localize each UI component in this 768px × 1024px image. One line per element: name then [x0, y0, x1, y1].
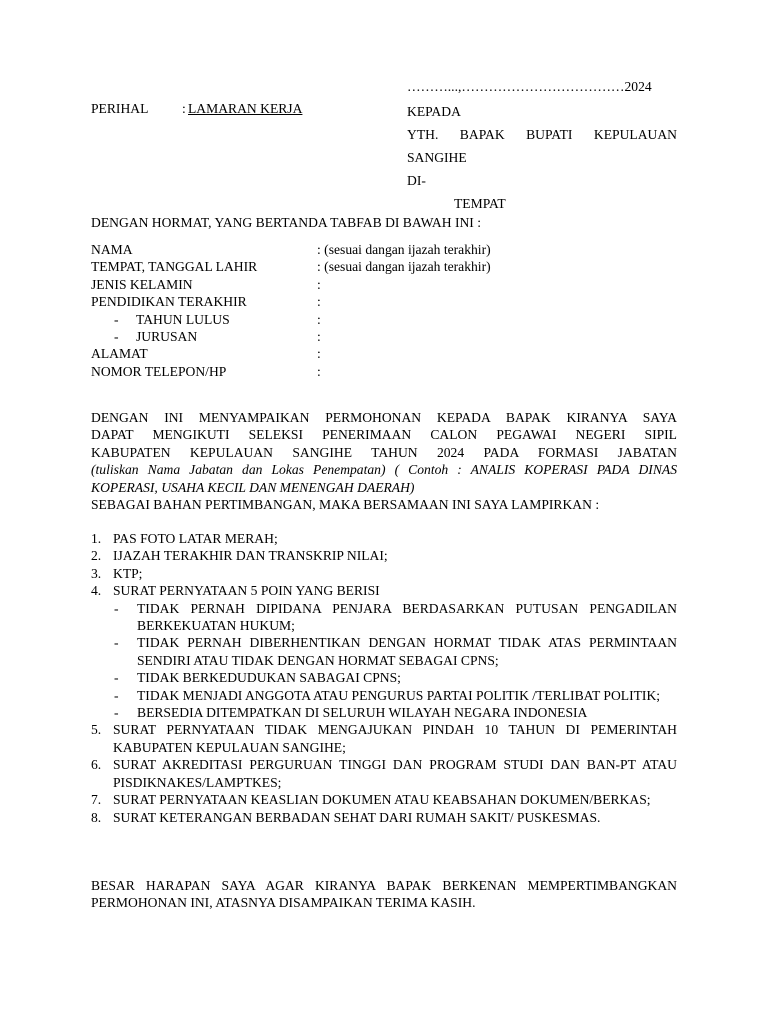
paragraph-line: DENGAN INI MENYAMPAIKAN PERMOHONAN KEPADA BAPAK KIRANYA SAYA: [91, 410, 677, 425]
dash-bullet: -: [114, 687, 119, 703]
identity-row-tahun-lulus: [91, 311, 677, 328]
list-number: 8.: [91, 809, 102, 825]
identity-row-jurusan: [91, 328, 677, 345]
list-text: SURAT PERNYATAAN KEASLIAN DOKUMEN ATAU KEABSAHAN DOKUMEN/BERKAS;: [113, 792, 651, 808]
recipient-tempat: TEMPAT: [454, 196, 506, 211]
identity-value: :: [317, 311, 321, 327]
request-paragraph: [91, 409, 677, 496]
date-line: ………...,………………………………2024: [407, 79, 652, 94]
identity-value: :: [317, 328, 321, 344]
identity-row-alamat: [91, 345, 677, 362]
sub-list-item: [91, 704, 677, 721]
sub-list-text: BERSEDIA DITEMPATKAN DI SELURUH WILAYAH NEGARA INDONESIA: [137, 705, 588, 721]
recipient-kepada: KEPADA: [407, 104, 461, 119]
identity-label: NOMOR TELEPON/HP: [91, 363, 227, 379]
list-item: [91, 756, 677, 791]
recipient-sangihe: SANGIHE: [407, 150, 467, 165]
list-item: [91, 530, 677, 547]
list-text: IJAZAH TERAKHIR DAN TRANSKRIP NILAI;: [113, 548, 388, 564]
list-text: PAS FOTO LATAR MERAH;: [113, 531, 278, 546]
list-number: 1.: [91, 531, 102, 546]
sub-list-text: TIDAK PERNAH DIPIDANA PENJARA BERDASARKAN PUTUSAN PENGADILAN BERKEKUATAN HUKUM;: [137, 600, 677, 634]
list-number: 7.: [91, 792, 102, 808]
recipient-yth: YTH. BAPAK BUPATI KEPULAUAN: [407, 127, 677, 142]
list-number: 5.: [91, 722, 102, 738]
list-text: KTP;: [113, 565, 143, 581]
recipient-block: [407, 100, 677, 215]
sub-list-item: [91, 600, 677, 635]
list-text: SURAT PERNYATAAN 5 POIN YANG BERISI: [113, 583, 380, 599]
dash-bullet: -: [114, 670, 119, 686]
identity-value: :: [317, 276, 321, 292]
recipient-di: DI-: [407, 173, 426, 188]
list-number: 2.: [91, 548, 102, 564]
identity-label: PENDIDIKAN TERAKHIR: [91, 294, 247, 310]
list-text: SURAT KETERANGAN BERBADAN SEHAT DARI RUMAH SAKIT/ PUSKESMAS.: [113, 809, 601, 825]
closing-paragraph: BESAR HARAPAN SAYA AGAR KIRANYA BAPAK BERKENAN MEMPERTIMBANGKAN PERMOHONAN INI, ATASNYA DISAMPAIKAN TERIMA KASIH.: [91, 878, 677, 911]
identity-label: ALAMAT: [91, 346, 148, 362]
list-item: [91, 547, 677, 564]
identity-row-jenis-kelamin: [91, 276, 677, 293]
identity-label: NAMA: [91, 242, 133, 257]
identity-row-pendidikan: [91, 293, 677, 310]
list-item: [91, 791, 677, 808]
list-item: [91, 721, 677, 756]
sub-list-text: TIDAK MENJADI ANGGOTA ATAU PENGURUS PARTAI POLITIK /TERLIBAT POLITIK;: [137, 687, 661, 703]
list-text: SURAT PERNYATAAN TIDAK MENGAJUKAN PINDAH 10 TAHUN DI PEMERINTAH KABUPATEN KEPULAUAN SANGIHE;: [113, 722, 677, 755]
list-text: SURAT AKREDITASI PERGURUAN TINGGI DAN PROGRAM STUDI DAN BAN-PT ATAU PISDIKNAKES/LAMPTKES;: [113, 757, 677, 790]
identity-table: [91, 241, 677, 380]
attachments-intro: SEBAGAI BAHAN PERTIMBANGAN, MAKA BERSAMAAN INI SAYA LAMPIRKAN :: [91, 497, 600, 512]
identity-value: :: [317, 294, 321, 310]
sub-list-item: [91, 634, 677, 669]
list-number: 3.: [91, 565, 102, 581]
list-item: [91, 582, 677, 599]
identity-value: : (sesuai dangan ijazah terakhir): [317, 259, 491, 275]
sub-list-text: TIDAK BERKEDUDUKAN SABAGAI CPNS;: [137, 670, 401, 686]
identity-sub-label: [114, 328, 197, 345]
paragraph-line-italic: KOPERASI, USAHA KECIL DAN MENENGAH DAERAH): [91, 479, 415, 495]
perihal-colon: :: [182, 101, 186, 116]
identity-value: :: [317, 363, 321, 379]
identity-value: :: [317, 346, 321, 362]
identity-label: TEMPAT, TANGGAL LAHIR: [91, 259, 258, 275]
perihal-label: PERIHAL: [91, 101, 149, 116]
identity-label: TAHUN LULUS: [136, 311, 230, 327]
identity-row-ttl: [91, 258, 677, 275]
identity-label: JURUSAN: [136, 328, 198, 344]
dash-bullet: -: [114, 600, 119, 616]
sub-list-item: [91, 669, 677, 686]
paragraph-line: KABUPATEN KEPULAUAN SANGIHE TAHUN 2024 PADA FORMASI JABATAN: [91, 444, 677, 460]
paragraph-line: DAPAT MENGIKUTI SELEKSI PENERIMAAN CALON PEGAWAI NEGERI SIPIL: [91, 427, 677, 443]
list-number: 4.: [91, 583, 102, 599]
list-item: [91, 809, 677, 826]
identity-sub-label: [114, 311, 230, 328]
identity-row-nama: [91, 241, 677, 258]
list-item: [91, 565, 677, 582]
attachments-list: [91, 530, 677, 826]
greeting: DENGAN HORMAT, YANG BERTANDA TABFAB DI BAWAH INI :: [91, 215, 482, 230]
identity-row-telepon: [91, 363, 677, 380]
dash-bullet: -: [114, 705, 119, 721]
dash-bullet: -: [114, 635, 119, 651]
dash-bullet: -: [114, 311, 119, 327]
dash-bullet: -: [114, 328, 119, 344]
identity-label: JENIS KELAMIN: [91, 276, 193, 292]
sub-list-item: [91, 687, 677, 704]
sub-list-text: TIDAK PERNAH DIBERHENTIKAN DENGAN HORMAT TIDAK ATAS PERMINTAAN SENDIRI ATAU TIDAK DENGAN HORMAT SEBAGAI CPNS;: [137, 635, 677, 668]
perihal-value: LAMARAN KERJA: [188, 101, 303, 116]
paragraph-line-italic: (tuliskan Nama Jabatan dan Lokas Penempatan) ( Contoh : ANALIS KOPERASI PADA DINAS: [91, 462, 677, 478]
list-number: 6.: [91, 757, 102, 773]
identity-value: : (sesuai dangan ijazah terakhir): [317, 242, 491, 257]
